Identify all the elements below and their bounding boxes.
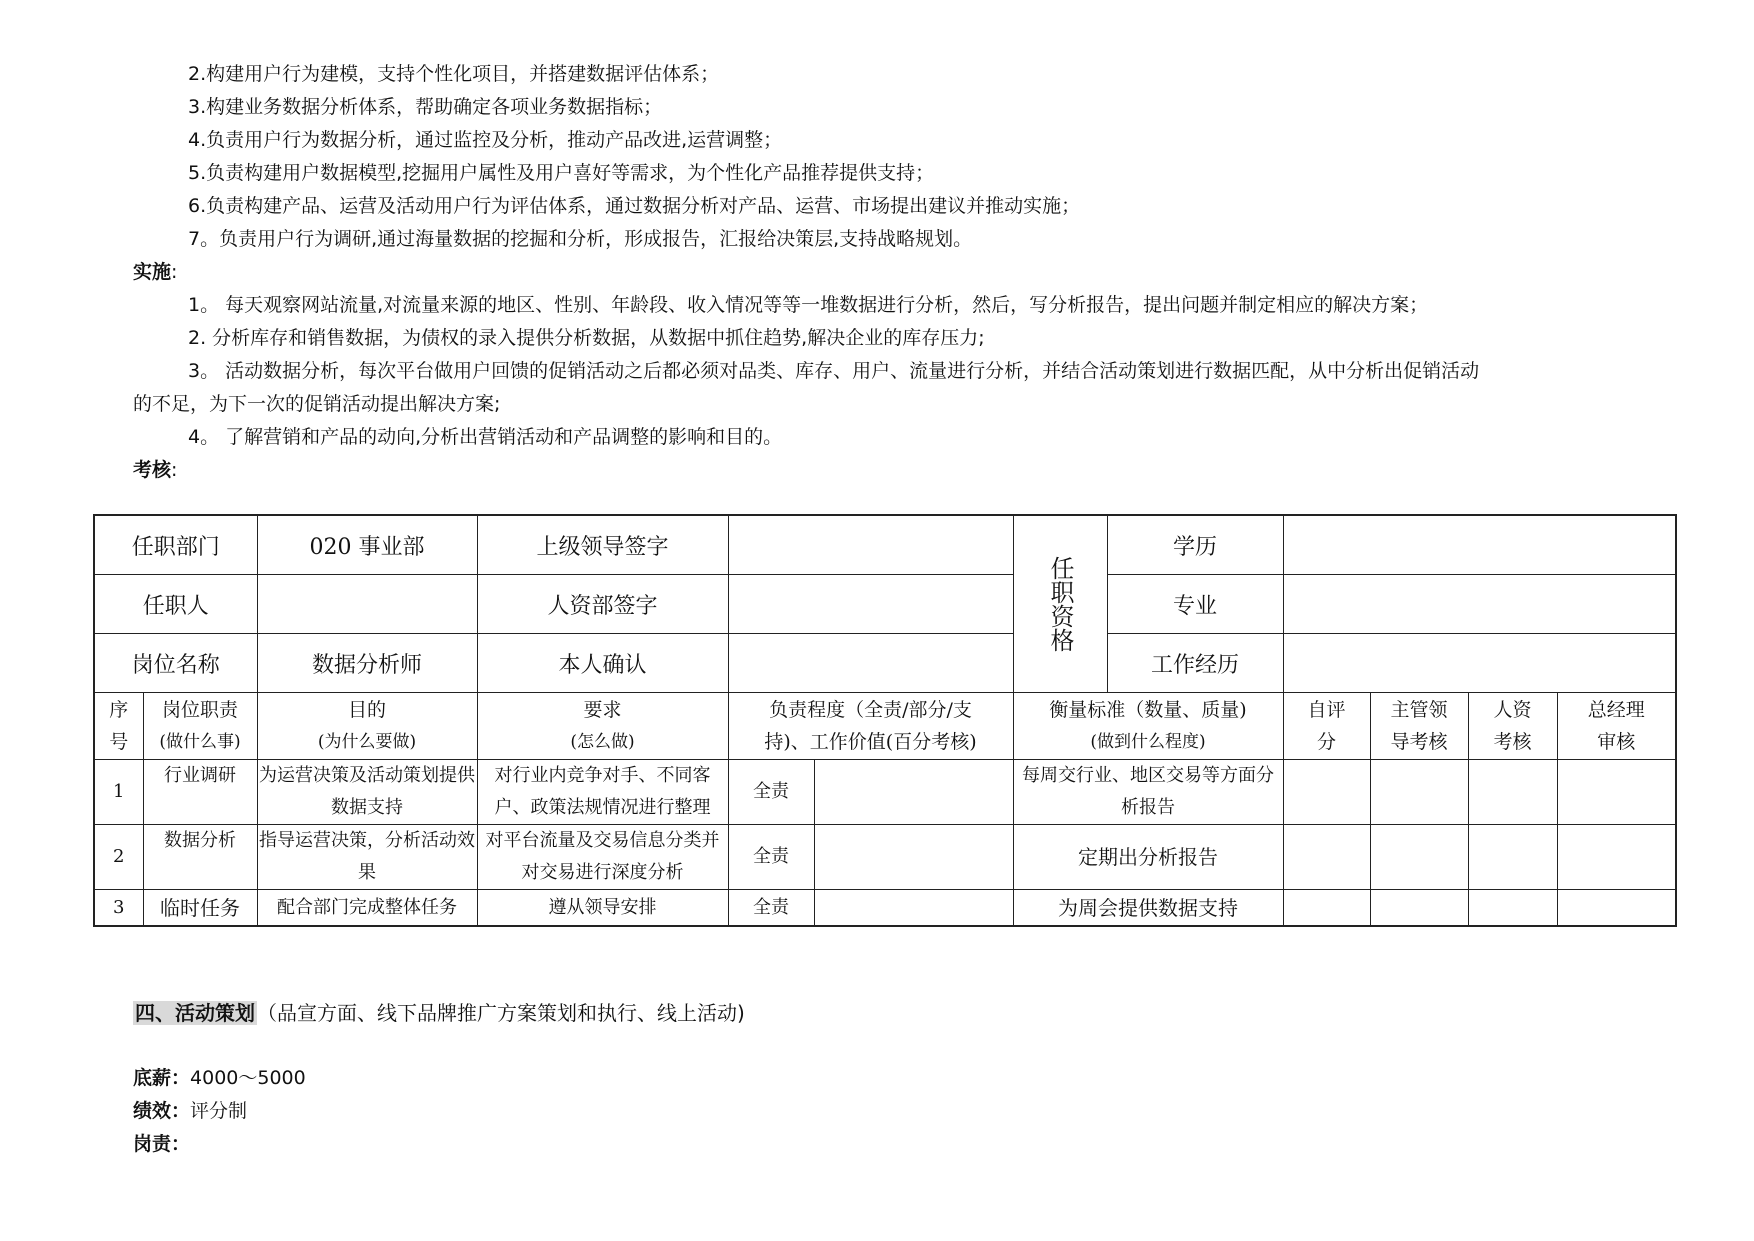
col-hr: 人资 考核 <box>1468 693 1557 760</box>
leader-sign-label: 上级领导签字 <box>477 515 728 575</box>
assessment-heading <box>133 454 177 487</box>
education-field[interactable] <box>1283 515 1676 575</box>
col-no: 序 号 <box>94 693 143 760</box>
col-gm: 总经理 审核 <box>1557 693 1676 760</box>
col-self-eval: 自评 分 <box>1283 693 1370 760</box>
hr-sign-field[interactable] <box>728 575 1013 634</box>
row-duty: 数据分析 <box>143 825 257 890</box>
experience-label: 工作经历 <box>1107 634 1283 693</box>
job-description-table <box>93 514 1677 927</box>
self-confirm-field[interactable] <box>728 634 1013 693</box>
implementation-item: 1。 每天观察网站流量,对流量来源的地区、性别、年龄段、收入情况等等一堆数据进行分析，然后，写分析报告，提出问题并制定相应的解决方案； <box>188 294 1429 316</box>
holder-field[interactable] <box>257 575 477 634</box>
row-supervisor-field[interactable] <box>1370 825 1468 890</box>
major-label: 专业 <box>1107 575 1283 634</box>
dept-label: 任职部门 <box>94 515 257 575</box>
experience-field[interactable] <box>1283 634 1676 693</box>
row-gm-field[interactable] <box>1557 760 1676 825</box>
row-duty: 行业调研 <box>143 760 257 825</box>
implementation-item: 2. 分析库存和销售数据，为债权的录入提供分析数据，从数据中抓住趋势,解决企业的库存压力; <box>188 327 985 349</box>
col-purpose: 目的 (为什么要做) <box>257 693 477 760</box>
duty-item: 3.构建业务数据分析体系，帮助确定各项业务数据指标； <box>188 96 663 118</box>
col-responsibility: 负责程度（全责/部分/支 持)、工作价值(百分考核) <box>728 693 1013 760</box>
duty-item: 6.负责构建产品、运营及活动用户行为评估体系，通过数据分析对产品、运营、市场提出建议并推动实施； <box>188 195 1081 217</box>
leader-sign-field[interactable] <box>728 515 1013 575</box>
performance-label: 绩效： <box>133 1100 191 1122</box>
section4-title: 四、活动策划 <box>135 1001 255 1025</box>
col-requirement: 要求 (怎么做) <box>477 693 728 760</box>
row-hr-field[interactable] <box>1468 825 1557 890</box>
duty-item: 4.负责用户行为数据分析，通过监控及分析，推动产品改进,运营调整； <box>188 129 783 151</box>
salary-label: 底薪： <box>133 1067 191 1089</box>
dept-value: 020 事业部 <box>257 515 477 575</box>
row-purpose: 为运营决策及活动策划提供数据支持 <box>257 760 477 825</box>
assessment-label: 考核 <box>133 459 172 481</box>
implementation-item-continued: 的不足，为下一次的促销活动提出解决方案; <box>133 393 501 415</box>
row-self-eval-field[interactable] <box>1283 760 1370 825</box>
row-value-field[interactable] <box>814 825 1013 890</box>
row-requirement: 对平台流量及交易信息分类并对交易进行深度分析 <box>477 825 728 890</box>
implementation-item: 4。 了解营销和产品的动向,分析出营销活动和产品调整的影响和目的。 <box>188 426 783 448</box>
row-purpose: 配合部门完成整体任务 <box>257 890 477 927</box>
holder-label: 任职人 <box>94 575 257 634</box>
row-self-eval-field[interactable] <box>1283 825 1370 890</box>
row-no: 2 <box>94 825 143 890</box>
qualification-cell <box>1013 515 1107 693</box>
row-standard: 每周交行业、地区交易等方面分析报告 <box>1013 760 1283 825</box>
post-duty-line <box>133 1128 190 1161</box>
table-row <box>94 890 1676 927</box>
performance-line <box>133 1095 247 1128</box>
qualification-label: 任职资格 <box>1046 556 1075 652</box>
row-no: 3 <box>94 890 143 927</box>
implementation-label: 实施 <box>133 261 172 283</box>
row-gm-field[interactable] <box>1557 890 1676 927</box>
duty-item: 7。负责用户行为调研,通过海量数据的挖掘和分析，形成报告，汇报给决策层,支持战略规划。 <box>188 228 973 250</box>
post-duty-label: 岗责： <box>133 1133 191 1155</box>
row-supervisor-field[interactable] <box>1370 760 1468 825</box>
assessment-colon: : <box>171 459 178 481</box>
row-degree: 全责 <box>728 825 814 890</box>
col-duty: 岗位职责 (做什么事) <box>143 693 257 760</box>
row-no: 1 <box>94 760 143 825</box>
position-label: 岗位名称 <box>94 634 257 693</box>
duty-item: 5.负责构建用户数据模型,挖掘用户属性及用户喜好等需求，为个性化产品推荐提供支持； <box>188 162 935 184</box>
row-duty: 临时任务 <box>143 890 257 927</box>
table-row <box>94 825 1676 890</box>
row-standard: 为周会提供数据支持 <box>1013 890 1283 927</box>
row-requirement: 遵从领导安排 <box>477 890 728 927</box>
salary-value: 4000～5000 <box>190 1067 306 1089</box>
row-supervisor-field[interactable] <box>1370 890 1468 927</box>
row-standard: 定期出分析报告 <box>1013 825 1283 890</box>
self-confirm-label: 本人确认 <box>477 634 728 693</box>
row-requirement: 对行业内竞争对手、不同客户、政策法规情况进行整理 <box>477 760 728 825</box>
row-hr-field[interactable] <box>1468 890 1557 927</box>
hr-sign-label: 人资部签字 <box>477 575 728 634</box>
row-degree: 全责 <box>728 760 814 825</box>
row-gm-field[interactable] <box>1557 825 1676 890</box>
col-supervisor: 主管领 导考核 <box>1370 693 1468 760</box>
row-purpose: 指导运营决策，分析活动效果 <box>257 825 477 890</box>
implementation-item: 3。 活动数据分析，每次平台做用户回馈的促销活动之后都必须对品类、库存、用户、流量进行分析，并结合活动策划进行数据匹配，从中分析出促销活动 <box>188 360 1480 382</box>
row-degree: 全责 <box>728 890 814 927</box>
col-standard: 衡量标准（数量、质量) (做到什么程度) <box>1013 693 1283 760</box>
position-value: 数据分析师 <box>257 634 477 693</box>
salary-line <box>133 1062 306 1095</box>
implementation-colon: : <box>171 261 178 283</box>
row-value-field[interactable] <box>814 760 1013 825</box>
row-hr-field[interactable] <box>1468 760 1557 825</box>
row-self-eval-field[interactable] <box>1283 890 1370 927</box>
performance-value: 评分制 <box>190 1100 248 1122</box>
row-value-field[interactable] <box>814 890 1013 927</box>
education-label: 学历 <box>1107 515 1283 575</box>
implementation-heading <box>133 256 177 289</box>
section4-heading <box>133 996 745 1030</box>
section4-subtitle: （品宣方面、线下品牌推广方案策划和执行、线上活动) <box>257 1001 745 1025</box>
major-field[interactable] <box>1283 575 1676 634</box>
table-row <box>94 760 1676 825</box>
duty-item: 2.构建用户行为建模，支持个性化项目，并搭建数据评估体系； <box>188 63 720 85</box>
